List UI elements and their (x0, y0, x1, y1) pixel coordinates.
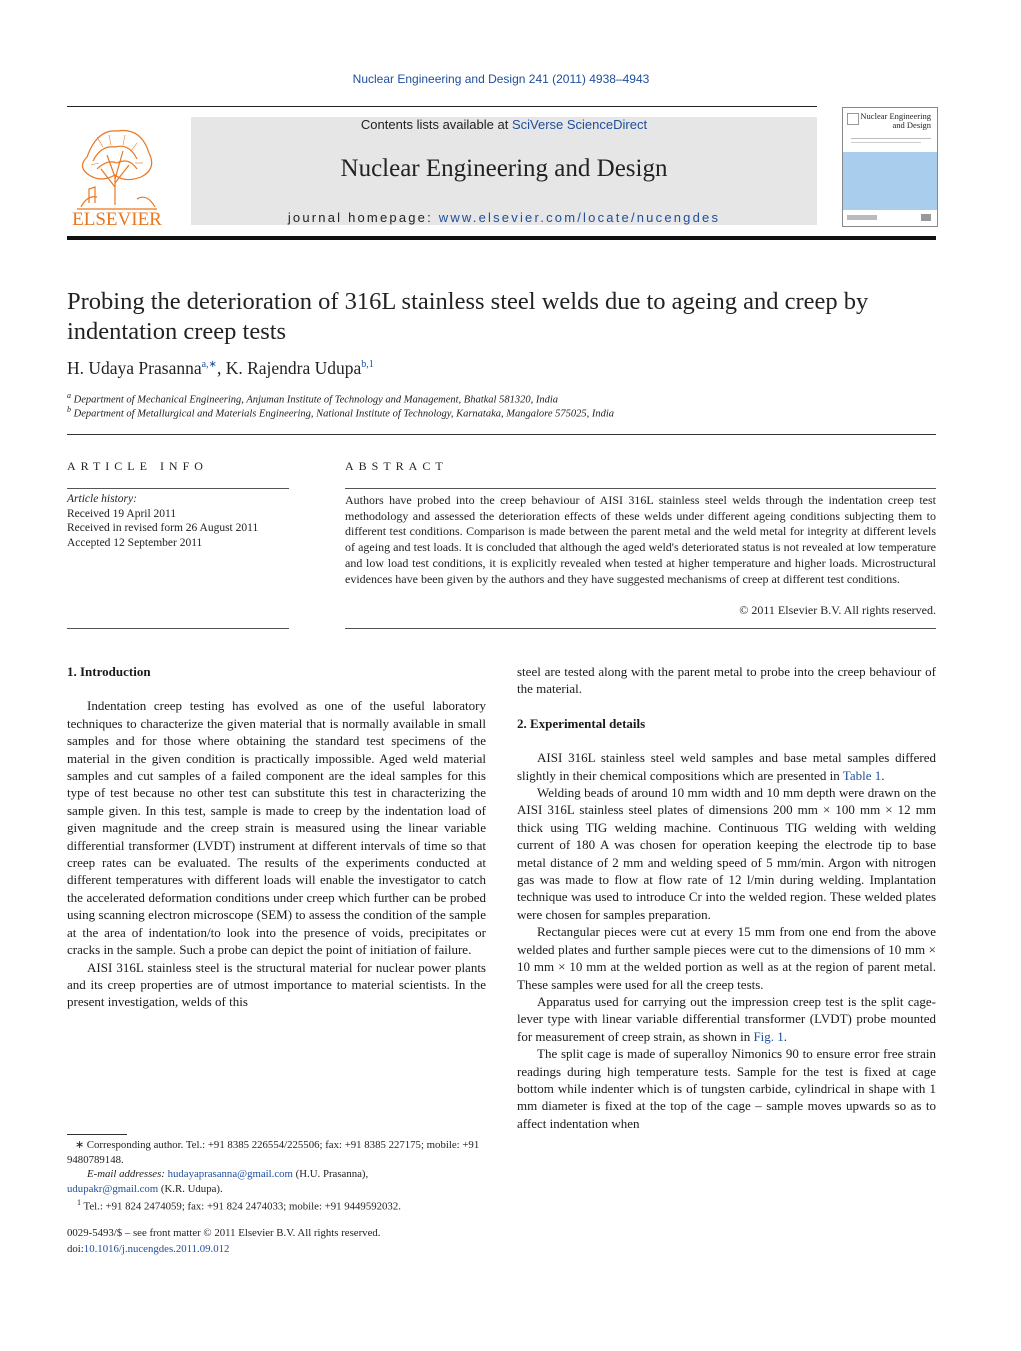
abstract-copyright: © 2011 Elsevier B.V. All rights reserved. (739, 603, 936, 617)
header-rule (67, 106, 817, 107)
table-1-link[interactable]: Table 1 (842, 767, 882, 783)
author-list: H. Udaya Prasanna$^{a,∗}$, K. Rajendra Udupa$^{b,1}$ (67, 358, 374, 378)
abstract-text: Authors have probed into the creep behaviour of AISI 316L stainless steel welds through the indentation creep test methodology and assessed the deterioration effects of these welds under different ageing conditions subjecting them to different test conditions. Comparison is made between the parent metal and the weld metal for integrity at different levels of ageing and test loads. It is concluded that although the aged weld's deteriorated status is not revealed at low temperature and low load test conditions, it is explicitly revealed when tested at higher temperature and higher loads. Microstructural evidences have been given by the authors and they have suggested mechanisms of creep at different test conditions. (345, 493, 936, 586)
fig-1-link[interactable]: Fig. 1 (753, 1028, 784, 1044)
exp-paragraph-2: Welding beads of around 10 mm width and 10 mm depth were drawn on the AISI 316L stainless steel plates of dimensions 200 mm × 100 mm × 12 mm thick using TIG welding machine. Continuous TIG welding with welding current of 180 A was chosen for operation keeping the electrode tip to base metal distance of 2 mm and welding speed of 5 mm/min. Argon with nitrogen gas was made to flow at flow rate of 12 l/min during welding. Implantation technique was used to introduce Cr into the welded region. These welded plates were chosen for samples preparation. (517, 785, 936, 922)
cover-logo-icon (847, 113, 859, 125)
exp-paragraph-3: Rectangular pieces were cut at every 15 mm from one end from the above welded plates and further sample pieces were cut to the dimensions of 10 mm × 10 mm × 10 mm at the welded portion as well as at the region of parent metal. These samples were used for all the creep tests. (517, 924, 936, 992)
exp-paragraph-5: The split cage is made of superalloy Nimonics 90 to ensure error free strain readings during high temperature tests. Sample for the test is fixed at cage bottom while indenter which is of tungsten carbide, cylindrical in shape with 1 mm diameter is fixed at the top of the cage – sample moves upwards so as to affect indentation when (517, 1046, 936, 1131)
abstract-heading: ABSTRACT (345, 459, 448, 473)
author-2: K. Rajendra Udupa (225, 358, 362, 378)
footnote-1: $^1$ Tel.: +91 824 2474059; fax: +91 824 2474033; mobile: +91 9449592032. (77, 1198, 401, 1213)
footnote-rule (67, 1134, 127, 1135)
header-thick-rule (67, 236, 936, 240)
email-addresses: E-mail addresses: hudayaprasanna@gmail.com (H.U. Prasanna), (87, 1168, 369, 1180)
abstract-rule-top (345, 488, 936, 489)
email-link-1[interactable]: hudayaprasanna@gmail.com (167, 1168, 293, 1180)
body-right-column (517, 663, 936, 1132)
author-2-marks[interactable]: b,1 (361, 359, 374, 371)
cover-image (843, 152, 937, 210)
exp-paragraph-1: AISI 316L stainless steel weld samples and base metal samples differed slightly in their chemical compositions which are presented in Table 1. (517, 750, 936, 783)
email-link-2[interactable]: udupakr@gmail.com (67, 1182, 159, 1195)
author-1-marks[interactable]: a,∗ (201, 359, 217, 371)
cover-top (843, 108, 937, 152)
cover-footer (843, 210, 937, 226)
bottom-meta (67, 1226, 380, 1257)
intro-continuation: steel are tested along with the parent metal to probe into the creep behaviour of the material. (517, 664, 936, 697)
email-addresses-cont: udupakr@gmail.com (K.R. Udupa). (67, 1182, 223, 1195)
issn-line: 0029-5493/$ – see front matter © 2011 Elsevier B.V. All rights reserved. (67, 1227, 381, 1239)
author-1: H. Udaya Prasanna (67, 358, 202, 378)
article-info-heading: ARTICLE INFO (67, 459, 208, 473)
affiliation-b: $^b$ Department of Metallurgical and Materials Engineering, National Institute of Technology, Karnataka, Mangalore 575025, India (67, 405, 615, 420)
homepage-link[interactable]: www.elsevier.com/locate/nucengdes (438, 210, 721, 225)
affiliation-a: $^a$ Department of Mechanical Engineering, Anjuman Institute of Technology and Management, Bhatkal 581320, India (67, 391, 559, 406)
elsevier-tree-icon (67, 117, 167, 227)
affiliation-rule (67, 434, 936, 435)
cover-title: Nuclear Engineering and Design (860, 111, 931, 130)
info-rule-top (67, 488, 289, 489)
sciencedirect-link[interactable]: SciVerse ScienceDirect (511, 117, 648, 132)
journal-banner (191, 117, 817, 225)
footnotes (67, 1138, 487, 1214)
body-left-column (67, 663, 486, 1011)
intro-paragraph-2: AISI 316L stainless steel is the structural material for nuclear power plants and its creep properties are of utmost importance to material scientists. In the present investigation, welds of this (67, 959, 486, 1010)
section-heading-introduction: 1. Introduction (67, 664, 151, 679)
contents-line: Contents lists available at SciVerse ScienceDirect (360, 117, 648, 132)
elsevier-logo[interactable] (67, 117, 167, 227)
abstract-rule-bottom (345, 628, 936, 629)
section-heading-experimental: 2. Experimental details (517, 715, 646, 731)
doi-line: doi:10.1016/j.nucengdes.2011.09.012 (67, 1242, 230, 1255)
journal-reference[interactable]: Nuclear Engineering and Design 241 (2011) 4938–4943 (352, 72, 650, 86)
journal-cover[interactable] (842, 107, 938, 227)
elsevier-wordmark: ELSEVIER (72, 209, 162, 227)
info-rule-bottom (67, 628, 289, 629)
doi-link[interactable]: 10.1016/j.nucengdes.2011.09.012 (83, 1242, 230, 1255)
corresponding-author-note: ∗ Corresponding author. Tel.: +91 8385 226554/225506; fax: +91 8385 227175; mobile: +91 9480789148. (67, 1139, 480, 1166)
homepage-line: journal homepage: www.elsevier.com/locate/nucengdes (287, 210, 721, 225)
journal-name: Nuclear Engineering and Design (340, 155, 668, 182)
article-history: Article history: Received 19 April 2011 Received in revised form 26 August 2011 Accepted 12 September 2011 (67, 493, 259, 549)
intro-paragraph-1: Indentation creep testing has evolved as one of the useful laboratory techniques to characterize the given material that is normally available in small samples and for those where obtaining the standard test specimens of the material in the given condition is practically impossible. Aged weld material samples and cut samples of a failed component are the ideal samples for this type of test because no other test can substitute this test in characterizing the sample given. In this test, sample is made to creep by the indentation load of given magnitude and the creep strain is measured using the linear variable differential transformer (LVDT) instrument at different intervals of time so that creep rates can be evaluated. The results of the experiments conducted at different temperatures with different loads will enable the investigator to catch the accelerated deformation conditions under creep which further can be probed using scanning electron microscope (SEM) to assess the condition of the sample at the area of indentation/to look into the presence of voids, precipitates or cracks in the sample. Such a probe can depict the point of initiation of failure. (67, 698, 486, 958)
exp-paragraph-4: Apparatus used for carrying out the impression creep test is the split cage-lever type with linear variable differential transformer (LVDT) probe mounted for measurement of creep strain, as shown in Fig. 1. (517, 993, 936, 1044)
article-title: Probing the deterioration of 316L stainless steel welds due to ageing and creep by indentation creep tests (67, 288, 869, 345)
